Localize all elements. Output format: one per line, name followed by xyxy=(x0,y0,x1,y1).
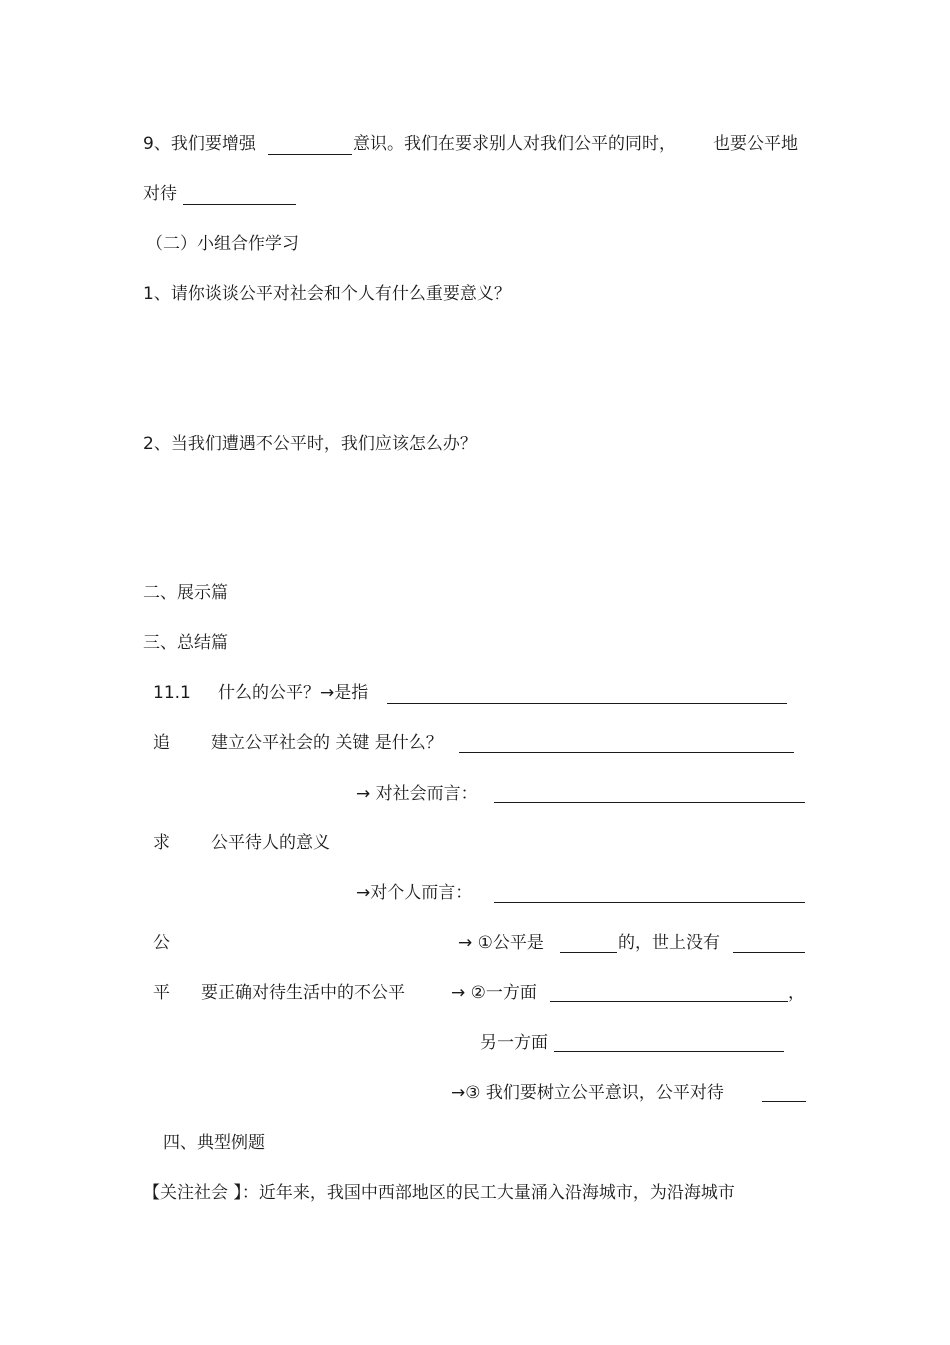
summary-handle: 要正确对待生活中的不公平 xyxy=(201,983,405,1003)
vertical-char-2: 求 xyxy=(153,833,170,853)
group-question-1: 1、请你谈谈公平对社会和个人有什么重要意义？ xyxy=(143,284,511,304)
q9-blank-2[interactable] xyxy=(183,204,296,205)
summary-blank-society[interactable] xyxy=(494,802,805,803)
q9-text-3: 也要公平地 xyxy=(713,134,798,154)
summary-blank-point1-b[interactable] xyxy=(733,952,805,953)
summary-blank-point1-a[interactable] xyxy=(560,952,617,953)
summary-label: 11.1 xyxy=(153,683,191,703)
vertical-char-4: 平 xyxy=(153,983,170,1003)
summary-point2-comma: ， xyxy=(788,983,805,1003)
summary-point1-a: → ①公平是 xyxy=(458,933,544,953)
summary-blank-point2-b[interactable] xyxy=(554,1051,784,1052)
summary-blank-what[interactable] xyxy=(387,703,787,704)
vertical-char-1: 追 xyxy=(153,733,170,753)
q9-text-4: 对待 xyxy=(143,184,177,204)
q9-text-2: 意识。我们在要求别人对我们公平的同时， xyxy=(353,134,676,154)
q9-text-1: 9、我们要增强 xyxy=(143,134,256,154)
summary-to-individual: →对个人而言： xyxy=(356,883,473,903)
vertical-char-3: 公 xyxy=(153,933,170,953)
summary-point3: →③ 我们要树立公平意识，公平对待 xyxy=(451,1083,724,1103)
group-question-2: 2、当我们遭遇不公平时，我们应该怎么办？ xyxy=(143,434,477,454)
summary-to-society: → 对社会而言： xyxy=(356,784,478,804)
summary-point2-b: 另一方面 xyxy=(480,1033,548,1053)
summary-blank-point3[interactable] xyxy=(762,1101,806,1102)
summary-blank-individual[interactable] xyxy=(494,902,805,903)
q9-blank-1[interactable] xyxy=(268,154,352,155)
summary-point1-b: 的，世上没有 xyxy=(618,933,720,953)
summary-meaning: 公平待人的意义 xyxy=(211,833,330,853)
section-examples-heading: 四、典型例题 xyxy=(163,1133,265,1153)
section-show-heading: 二、展示篇 xyxy=(143,583,228,603)
summary-point2-a: → ②一方面 xyxy=(451,983,537,1003)
group-study-heading: （二）小组合作学习 xyxy=(146,234,299,254)
summary-blank-point2-a[interactable] xyxy=(550,1001,788,1002)
summary-question-what: 什么的公平？→是指 xyxy=(218,683,369,703)
example-paragraph xyxy=(143,1183,735,1203)
example-tag: 【关注社会 】 xyxy=(143,1183,242,1203)
example-text: ：近年来，我国中西部地区的民工大量涌入沿海城市，为沿海城市 xyxy=(241,1183,735,1203)
summary-question-key: 建立公平社会的 关键 是什么？ xyxy=(211,733,443,753)
section-summary-heading: 三、总结篇 xyxy=(143,633,228,653)
summary-blank-key[interactable] xyxy=(459,752,794,753)
